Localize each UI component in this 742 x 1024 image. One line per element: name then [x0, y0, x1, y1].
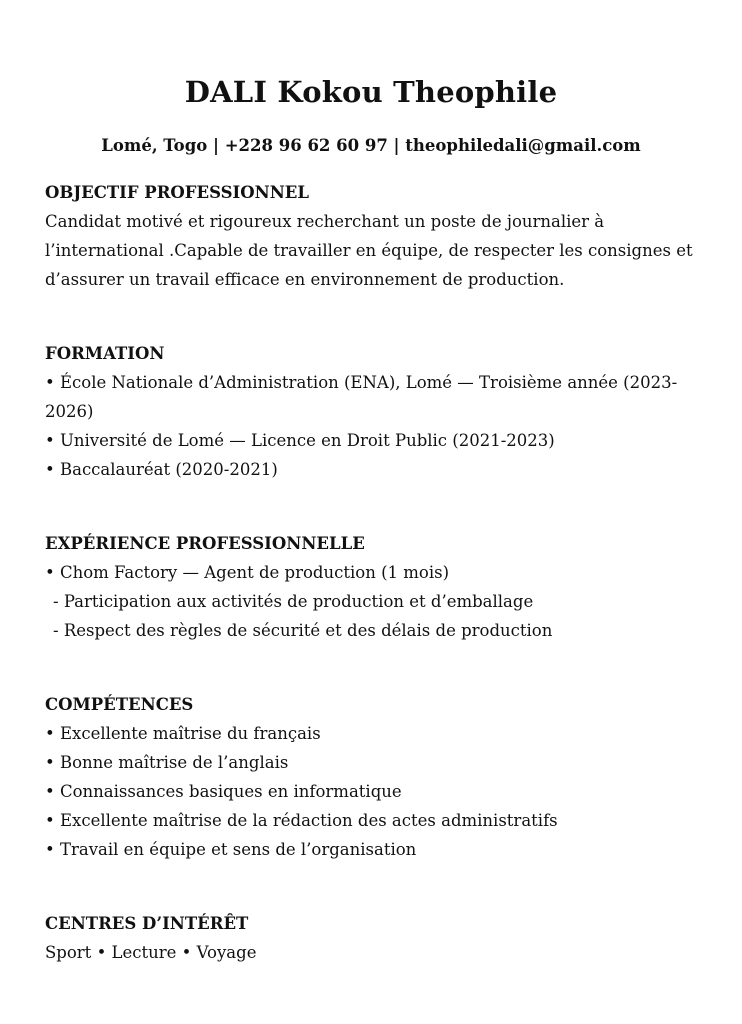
section-title-competences: COMPÉTENCES	[45, 695, 194, 714]
section-objectif	[45, 179, 705, 294]
competence-item-redaction: • Excellente maîtrise de la rédaction des actes administratifs	[45, 811, 558, 830]
objectif-line-2: l’international .Capable de travailler en équipe, de respecter les consignes et	[45, 241, 693, 260]
formation-item-bac: • Baccalauréat (2020-2021)	[45, 460, 278, 479]
experience-task-2: - Respect des règles de sécurité et des délais de production	[53, 621, 553, 640]
section-title-objectif: OBJECTIF PROFESSIONNEL	[45, 183, 309, 202]
formation-item-universite: • Université de Lomé — Licence en Droit Public (2021-2023)	[45, 431, 555, 450]
objectif-line-3: d’assurer un travail efficace en environnement de production.	[45, 270, 565, 289]
objectif-line-1: Candidat motivé et rigoureux recherchant un poste de journalier à	[45, 212, 605, 231]
section-title-experience: EXPÉRIENCE PROFESSIONNELLE	[45, 534, 365, 553]
experience-task-1: - Participation aux activités de production et d’emballage	[53, 592, 534, 611]
competence-item-anglais: • Bonne maîtrise de l’anglais	[45, 753, 289, 772]
section-experience	[45, 530, 705, 645]
section-interets	[45, 910, 705, 967]
section-formation	[45, 340, 705, 484]
interets-text: Sport • Lecture • Voyage	[45, 943, 257, 962]
candidate-name: DALI Kokou Theophile	[184, 75, 558, 109]
contact-info: Lomé, Togo | +228 96 62 60 97 | theophiledali@gmail.com	[101, 136, 641, 155]
section-title-formation: FORMATION	[45, 344, 165, 363]
competence-item-equipe: • Travail en équipe et sens de l’organisation	[45, 840, 417, 859]
section-title-interets: CENTRES D’INTÉRÊT	[45, 914, 249, 933]
experience-job: • Chom Factory — Agent de production (1 mois)	[45, 563, 450, 582]
formation-item-ena: • École Nationale d’Administration (ENA), Lomé — Troisième année (2023-	[45, 373, 678, 392]
formation-item-ena-cont: 2026)	[45, 402, 94, 421]
competence-item-francais: • Excellente maîtrise du français	[45, 724, 321, 743]
section-competences	[45, 691, 705, 864]
competence-item-informatique: • Connaissances basiques en informatique	[45, 782, 402, 801]
